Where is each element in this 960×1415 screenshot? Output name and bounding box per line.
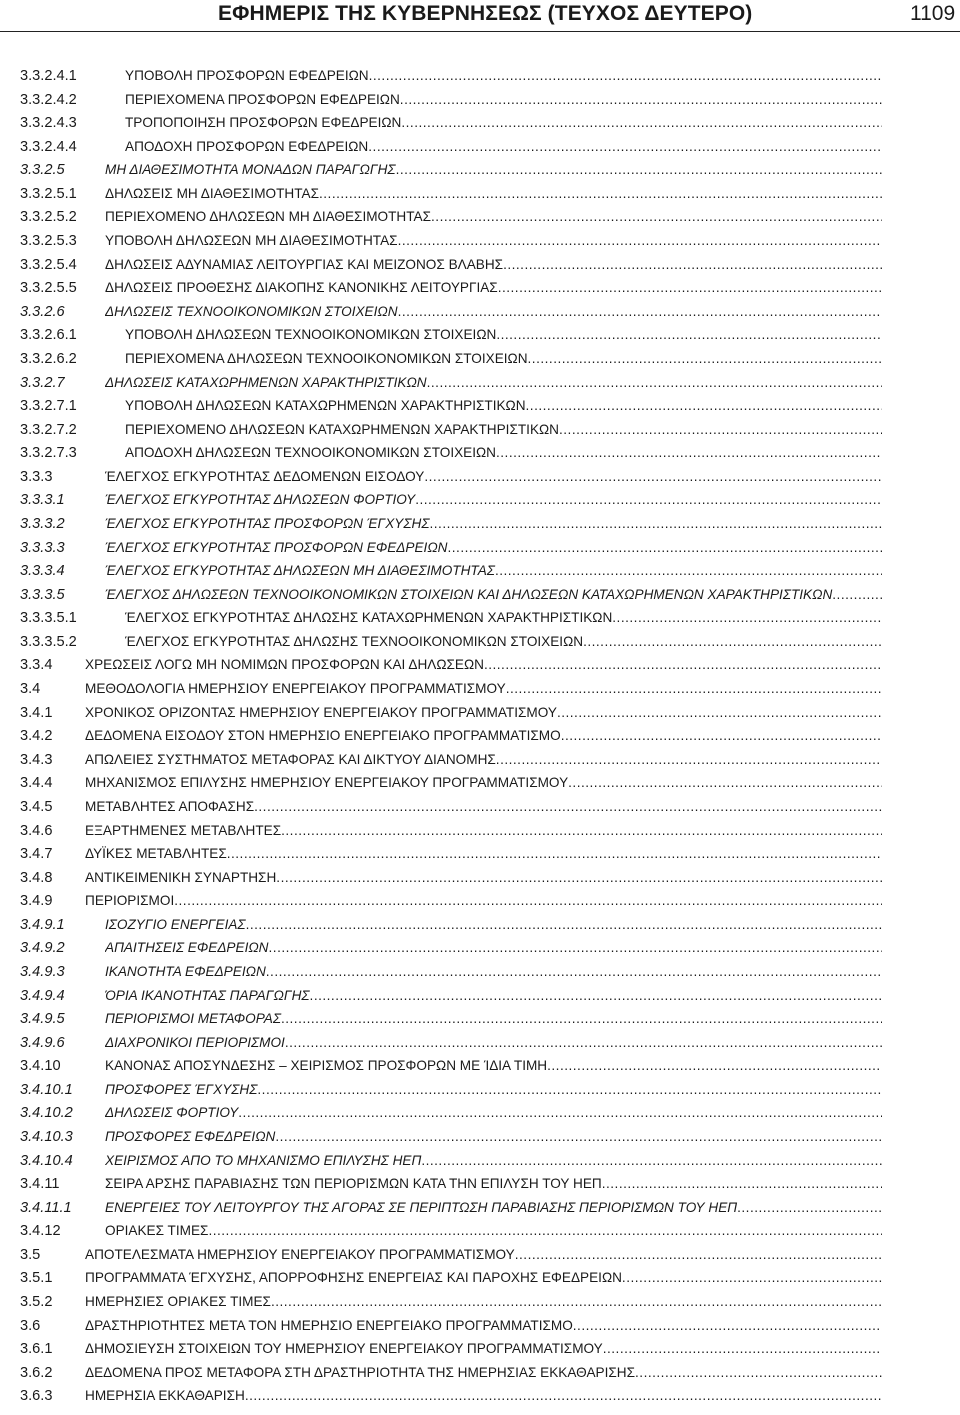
toc-entry-number: 3.4.9.2 <box>20 940 65 957</box>
toc-entry-number: 3.3.2.4.4 <box>20 138 77 155</box>
toc-entry-number: 3.6 <box>20 1317 41 1334</box>
toc-entry-body <box>105 184 882 204</box>
toc-entry-number: 3.3.2.4.1 <box>20 68 77 84</box>
toc-entry-title: ΈΛΕΓΧΟΣ ΕΓΚΥΡΟΤΗΤΑΣ ΔΗΛΩΣΕΩΝ ΜΗ ΔΙΑΘΕΣΙΜΟΤΗΤΑΣ <box>105 563 495 579</box>
toc-entry-body <box>105 561 882 581</box>
toc-entry[interactable] <box>20 373 882 397</box>
toc-entry-number: 3.3.3.1 <box>20 492 65 509</box>
toc-entry[interactable] <box>20 608 882 632</box>
toc-entry-body <box>125 443 882 463</box>
dot-leader <box>431 207 882 227</box>
toc-entry-number: 3.4.12 <box>20 1223 61 1240</box>
toc-entry-title: ΔΗΛΩΣΕΙΣ ΤΕΧΝΟΟΙΚΟΝΟΜΙΚΩΝ ΣΤΟΙΧΕΙΩΝ <box>105 303 398 319</box>
toc-entry-title: ΈΛΕΓΧΟΣ ΕΓΚΥΡΟΤΗΤΑΣ ΔΗΛΩΣΗΣ ΤΕΧΝΟΟΙΚΟΝΟΜΙΚΩΝ ΣΤΟΙΧΕΙΩΝ <box>125 633 584 649</box>
toc-entry-title: ΔΗΜΟΣΙΕΥΣΗ ΣΤΟΙΧΕΙΩΝ ΤΟΥ ΗΜΕΡΗΣΙΟΥ ΕΝΕΡΓΕΙΑΚΟΥ ΠΡΟΓΡΑΜΜΑΤΙΣΜΟΥ <box>85 1341 603 1357</box>
toc-entry-title: ΠΕΡΙΕΧΟΜΕΝΟ ΔΗΛΩΣΕΩΝ ΜΗ ΔΙΑΘΕΣΙΜΟΤΗΤΑΣ <box>105 209 432 225</box>
toc-entry-title: ΙΣΟΖΥΓΙΟ ΕΝΕΡΓΕΙΑΣ <box>105 916 246 932</box>
toc-entry-body <box>105 1151 882 1171</box>
dot-leader <box>238 1103 882 1123</box>
toc-entry-body <box>85 1268 882 1288</box>
toc-entry-body <box>105 1009 882 1029</box>
toc-entry-body <box>85 1363 882 1383</box>
toc-entry-title: ΑΠΟΤΕΛΕΣΜΑΤΑ ΗΜΕΡΗΣΙΟΥ ΕΝΕΡΓΕΙΑΚΟΥ ΠΡΟΓΡΑΜΜΑΤΙΣΜΟΥ <box>85 1246 515 1262</box>
toc-entry-title: ΈΛΕΓΧΟΣ ΕΓΚΥΡΟΤΗΤΑΣ ΔΕΔΟΜΕΝΩΝ ΕΙΣΟΔΟΥ <box>105 468 425 484</box>
dot-leader <box>401 113 882 133</box>
dot-leader <box>603 1339 882 1359</box>
dot-leader <box>319 184 882 204</box>
toc-entry[interactable] <box>20 420 882 444</box>
toc-entry[interactable] <box>20 1339 882 1363</box>
toc-entry[interactable] <box>20 844 882 868</box>
dot-leader <box>526 396 882 416</box>
toc-entry[interactable] <box>20 585 882 609</box>
dot-leader <box>496 750 882 770</box>
toc-entry-body <box>125 66 882 86</box>
dot-leader <box>568 773 882 793</box>
toc-entry-body <box>105 1198 882 1218</box>
dot-leader <box>271 1292 882 1312</box>
dot-leader <box>430 514 883 534</box>
toc-entry[interactable] <box>20 1198 882 1222</box>
toc-entry-title: ΔΗΛΩΣΕΙΣ ΚΑΤΑΧΩΡΗΜΕΝΩΝ ΧΑΡΑΚΤΗΡΙΣΤΙΚΩΝ <box>105 374 427 390</box>
dot-leader <box>208 1221 882 1241</box>
toc-entry[interactable] <box>20 1245 882 1269</box>
page-header <box>0 0 960 30</box>
toc-entry-title: ΠΡΟΣΦΟΡΕΣ ΈΓΧΥΣΗΣ <box>105 1081 258 1097</box>
toc-entry-title: ΑΠΑΙΤΗΣΕΙΣ ΕΦΕΔΡΕΙΩΝ <box>105 940 269 956</box>
toc-entry[interactable] <box>20 302 882 326</box>
toc-entry-title: ΣΕΙΡΑ ΑΡΣΗΣ ΠΑΡΑΒΙΑΣΗΣ ΤΩΝ ΠΕΡΙΟΡΙΣΜΩΝ ΚΑΤΑ ΤΗΝ ΕΠΙΛΥΣΗ ΤΟΥ ΗΕΠ <box>105 1176 602 1192</box>
toc-entry[interactable] <box>20 1080 882 1104</box>
toc-entry-body <box>105 160 882 180</box>
toc-entry[interactable] <box>20 443 882 467</box>
toc-entry[interactable] <box>20 349 882 373</box>
toc-entry-body <box>125 632 882 652</box>
toc-entry-number: 3.4 <box>20 681 41 698</box>
toc-entry[interactable] <box>20 113 882 137</box>
toc-entry-body <box>85 726 882 746</box>
toc-entry-body <box>125 420 882 440</box>
toc-entry-number: 3.3.3.5.1 <box>20 610 77 627</box>
toc-entry-number: 3.5 <box>20 1246 41 1263</box>
header-divider <box>0 31 960 32</box>
toc-entry[interactable] <box>20 1363 882 1387</box>
toc-entry-title: ΔΕΔΟΜΕΝΑ ΠΡΟΣ ΜΕΤΑΦΟΡΑ ΣΤΗ ΔΡΑΣΤΗΡΙΟΤΗΤΑ ΤΗΣ ΗΜΕΡΗΣΙΑΣ ΕΚΚΑΘΑΡΙΣΗΣ <box>85 1364 636 1380</box>
toc-entry-title: ΌΡΙΑ ΙΚΑΝΟΤΗΤΑΣ ΠΑΡΑΓΩΓΗΣ <box>105 987 310 1003</box>
toc-entry-title: ΚΑΝΟΝΑΣ ΑΠΟΣΥΝΔΕΣΗΣ – ΧΕΙΡΙΣΜΟΣ ΠΡΟΣΦΟΡΩΝ ΜΕ ΊΔΙΑ ΤΙΜΗ <box>105 1058 548 1074</box>
toc-entry-number: 3.4.2 <box>20 728 53 745</box>
toc-entry[interactable] <box>20 915 882 939</box>
toc-entry-body <box>105 986 882 1006</box>
toc-entry-body <box>105 1056 882 1076</box>
toc-entry-number: 3.3.3.2 <box>20 515 65 532</box>
toc-entry[interactable] <box>20 467 882 491</box>
toc-entry-title: ΈΛΕΓΧΟΣ ΕΓΚΥΡΟΤΗΤΑΣ ΠΡΟΣΦΟΡΩΝ ΈΓΧΥΣΗΣ <box>105 515 430 531</box>
dot-leader <box>254 797 882 817</box>
toc-entry[interactable] <box>20 891 882 915</box>
toc-entry[interactable] <box>20 325 882 349</box>
toc-entry-title: ΔΗΛΩΣΕΙΣ ΦΟΡΤΙΟΥ <box>105 1105 239 1121</box>
toc-entry-number: 3.3.2.5.3 <box>20 233 77 250</box>
toc-entry-title: ΜΕΤΑΒΛΗΤΕΣ ΑΠΟΦΑΣΗΣ <box>85 798 255 814</box>
toc-entry-number: 3.3.3.3 <box>20 539 65 556</box>
toc-entry[interactable] <box>20 278 882 302</box>
dot-leader <box>281 821 882 841</box>
toc-entry-body <box>85 655 882 675</box>
toc-entry-body <box>125 137 882 157</box>
toc-entry-body <box>105 255 882 275</box>
toc-entry-title: ΧΡΕΩΣΕΙΣ ΛΟΓΩ ΜΗ ΝΟΜΙΜΩΝ ΠΡΟΣΦΟΡΩΝ ΚΑΙ ΔΗΛΩΣΕΩΝ <box>85 657 484 673</box>
dot-leader <box>415 490 882 510</box>
toc-entry-number: 3.3.2.6 <box>20 303 65 320</box>
dot-leader <box>737 1198 882 1218</box>
toc-entry-body <box>105 1174 882 1194</box>
dot-leader <box>622 1268 882 1288</box>
toc-entry-title: ΟΡΙΑΚΕΣ ΤΙΜΕΣ <box>105 1223 209 1239</box>
toc-entry[interactable] <box>20 962 882 986</box>
toc-entry-number: 3.4.5 <box>20 798 53 815</box>
dot-leader <box>421 1151 882 1171</box>
dot-leader <box>285 1033 882 1053</box>
dot-leader <box>396 160 882 180</box>
toc-entry[interactable] <box>20 538 882 562</box>
toc-entry-body <box>85 797 882 817</box>
toc-entry-number: 3.4.10 <box>20 1058 61 1075</box>
toc-entry[interactable] <box>20 938 882 962</box>
toc-entry-body <box>105 1221 882 1241</box>
toc-entry-body <box>85 679 882 699</box>
toc-entry[interactable] <box>20 1127 882 1151</box>
dot-leader <box>495 561 882 581</box>
toc-entry-title: ΥΠΟΒΟΛΗ ΔΗΛΩΣΕΩΝ ΜΗ ΔΙΑΘΕΣΙΜΟΤΗΤΑΣ <box>105 233 398 249</box>
toc-entry-title: ΜΕΘΟΔΟΛΟΓΙΑ ΗΜΕΡΗΣΙΟΥ ΕΝΕΡΓΕΙΑΚΟΥ ΠΡΟΓΡΑΜΜΑΤΙΣΜΟΥ <box>85 681 506 697</box>
toc-entry-number: 3.4.9.6 <box>20 1034 65 1051</box>
toc-entry-body <box>105 938 882 958</box>
toc-entry-title: ΠΕΡΙΟΡΙΣΜΟΙ ΜΕΤΑΦΟΡΑΣ <box>105 1011 281 1027</box>
dot-leader <box>398 231 882 251</box>
dot-leader <box>257 1080 882 1100</box>
dot-leader <box>275 1127 882 1147</box>
toc-entry-title: ΠΡΟΣΦΟΡΕΣ ΕΦΕΔΡΕΙΩΝ <box>105 1129 276 1145</box>
toc-entry[interactable] <box>20 750 882 774</box>
dot-leader <box>515 1245 882 1265</box>
toc-entry[interactable] <box>20 797 882 821</box>
toc-entry-number: 3.3.2.7.3 <box>20 445 77 462</box>
toc-entry-number: 3.3.4 <box>20 657 53 674</box>
toc-entry-body <box>85 821 882 841</box>
toc-entry-number: 3.6.2 <box>20 1364 53 1381</box>
toc-entry-title: ΧΕΙΡΙΣΜΟΣ ΑΠΟ ΤΟ ΜΗΧΑΝΙΣΜΟ ΕΠΙΛΥΣΗΣ ΗΕΠ <box>105 1152 422 1168</box>
toc-entry[interactable] <box>20 679 882 703</box>
toc-entry-number: 3.4.3 <box>20 751 53 768</box>
dot-leader <box>424 467 882 487</box>
toc-entry-title: ΑΠΟΔΟΧΗ ΠΡΟΣΦΟΡΩΝ ΕΦΕΔΡΕΙΩΝ <box>125 138 369 154</box>
toc-entry-number: 3.4.4 <box>20 775 53 792</box>
toc-entry-number: 3.6.3 <box>20 1388 53 1405</box>
toc-entry-number: 3.3.2.4.2 <box>20 91 77 108</box>
toc-entry[interactable] <box>20 514 882 538</box>
toc-entry[interactable] <box>20 1103 882 1127</box>
toc-entry-body <box>105 585 882 605</box>
toc-entry[interactable] <box>20 255 882 279</box>
toc-entry-number: 3.4.9 <box>20 893 53 910</box>
toc-entry-body <box>125 325 882 345</box>
toc-entry[interactable] <box>20 1386 882 1410</box>
toc-entry-title: ΠΕΡΙΕΧΟΜΕΝΟ ΔΗΛΩΣΕΩΝ ΚΑΤΑΧΩΡΗΜΕΝΩΝ ΧΑΡΑΚΤΗΡΙΣΤΙΚΩΝ <box>125 421 559 437</box>
toc-entry-title: ΔΗΛΩΣΕΙΣ ΜΗ ΔΙΑΘΕΣΙΜΟΤΗΤΑΣ <box>105 185 319 201</box>
toc-entry-title: ΧΡΟΝΙΚΟΣ ΟΡΙΖΟΝΤΑΣ ΗΜΕΡΗΣΙΟΥ ΕΝΕΡΓΕΙΑΚΟΥ ΠΡΟΓΡΑΜΜΑΤΙΣΜΟΥ <box>85 704 557 720</box>
toc-entry-number: 3.3.2.6.1 <box>20 327 77 344</box>
dot-leader <box>447 538 882 558</box>
toc-entry[interactable] <box>20 868 882 892</box>
dot-leader <box>506 679 882 699</box>
toc-entry-number: 3.3.2.7.2 <box>20 421 77 438</box>
toc-entry-body <box>105 207 882 227</box>
toc-entry[interactable] <box>20 703 882 727</box>
dot-leader <box>484 655 882 675</box>
toc-entry[interactable] <box>20 1151 882 1175</box>
page-number: 1109 <box>910 2 956 25</box>
toc-entry-number: 3.5.1 <box>20 1270 53 1287</box>
toc-entry-body <box>105 915 882 935</box>
dot-leader <box>281 1009 882 1029</box>
toc-entry-body <box>125 349 882 369</box>
toc-entry-number: 3.3.3 <box>20 468 53 485</box>
toc-entry-title: ΠΕΡΙΟΡΙΣΜΟΙ <box>85 893 175 909</box>
toc-entry-body <box>85 703 882 723</box>
dot-leader <box>583 632 882 652</box>
toc-entry-number: 3.3.3.4 <box>20 563 65 580</box>
toc-entry-title: ΔΥΪΚΕΣ ΜΕΤΑΒΛΗΤΕΣ <box>85 846 227 862</box>
toc-entry-body <box>105 1033 882 1053</box>
toc-entry-number: 3.4.10.4 <box>20 1152 73 1169</box>
dot-leader <box>557 703 882 723</box>
dot-leader <box>635 1363 882 1383</box>
toc-entry-title: ΤΡΟΠΟΠΟΙΗΣΗ ΠΡΟΣΦΟΡΩΝ ΕΦΕΔΡΕΙΩΝ <box>125 115 402 131</box>
toc-entry-number: 3.4.8 <box>20 869 53 886</box>
toc-entry[interactable] <box>20 137 882 161</box>
toc-entry[interactable] <box>20 726 882 750</box>
toc-entry-number: 3.4.9.4 <box>20 987 65 1004</box>
toc-entry-title: ΔΗΛΩΣΕΙΣ ΑΔΥΝΑΜΙΑΣ ΛΕΙΤΟΥΡΓΙΑΣ ΚΑΙ ΜΕΙΖΟΝΟΣ ΒΛΑΒΗΣ <box>105 256 504 272</box>
dot-leader <box>559 420 882 440</box>
toc-entry[interactable] <box>20 1292 882 1316</box>
toc-entry-body <box>105 1080 882 1100</box>
toc-entry-number: 3.3.2.7 <box>20 374 65 391</box>
toc-entry[interactable] <box>20 821 882 845</box>
toc-entry-number: 3.4.10.1 <box>20 1081 73 1098</box>
toc-entry-number: 3.4.9.5 <box>20 1011 65 1028</box>
dot-leader <box>245 1386 882 1406</box>
toc-entry[interactable] <box>20 1056 882 1080</box>
dot-leader <box>528 349 882 369</box>
toc-entry-title: ΔΡΑΣΤΗΡΙΟΤΗΤΕΣ ΜΕΤΑ ΤΟΝ ΗΜΕΡΗΣΙΟ ΕΝΕΡΓΕΙΑΚΟ ΠΡΟΓΡΑΜΜΑΤΙΣΜΟ <box>85 1317 573 1333</box>
toc-entry-number: 3.4.7 <box>20 846 53 863</box>
dot-leader <box>498 278 882 298</box>
toc-entry-title: ΗΜΕΡΗΣΙΑ ΕΚΚΑΘΑΡΙΣΗ <box>85 1388 245 1404</box>
toc-entry[interactable] <box>20 1174 882 1198</box>
dot-leader <box>276 868 882 888</box>
toc-entry-body <box>125 396 882 416</box>
dot-leader <box>369 66 882 86</box>
toc-entry-title: ΈΛΕΓΧΟΣ ΕΓΚΥΡΟΤΗΤΑΣ ΠΡΟΣΦΟΡΩΝ ΕΦΕΔΡΕΙΩΝ <box>105 539 448 555</box>
toc-entry[interactable] <box>20 655 882 679</box>
toc-entry[interactable] <box>20 632 882 656</box>
toc-entry-number: 3.3.2.5.1 <box>20 185 77 202</box>
toc-entry-body <box>85 773 882 793</box>
toc-entry[interactable] <box>20 773 882 797</box>
toc-entry-number: 3.4.6 <box>20 822 53 839</box>
dot-leader <box>368 137 882 157</box>
toc-entry-number: 3.3.2.5 <box>20 162 65 179</box>
toc-entry-title: ΔΗΛΩΣΕΙΣ ΠΡΟΘΕΣΗΣ ΔΙΑΚΟΠΗΣ ΚΑΝΟΝΙΚΗΣ ΛΕΙΤΟΥΡΓΙΑΣ <box>105 280 498 296</box>
toc-entry-body <box>85 1339 882 1359</box>
toc-entry-number: 3.3.2.4.3 <box>20 115 77 132</box>
toc-entry-title: ΈΛΕΓΧΟΣ ΕΓΚΥΡΟΤΗΤΑΣ ΔΗΛΩΣΕΩΝ ΦΟΡΤΙΟΥ <box>105 492 416 508</box>
toc-entry-body <box>105 1103 882 1123</box>
toc-entry-body <box>105 278 882 298</box>
dot-leader <box>398 302 882 322</box>
toc-entry-body <box>105 962 882 982</box>
toc-entry-body <box>125 90 882 110</box>
toc-entry-body <box>85 891 882 911</box>
toc-entry-title: ΥΠΟΒΟΛΗ ΔΗΛΩΣΕΩΝ ΤΕΧΝΟΟΙΚΟΝΟΜΙΚΩΝ ΣΤΟΙΧΕΙΩΝ <box>125 327 497 343</box>
toc-entry-number: 3.3.2.5.4 <box>20 256 77 273</box>
toc-entry-title: ΕΝΕΡΓΕΙΕΣ ΤΟΥ ΛΕΙΤΟΥΡΓΟΥ ΤΗΣ ΑΓΟΡΑΣ ΣΕ ΠΕΡΙΠΤΩΣΗ ΠΑΡΑΒΙΑΣΗΣ ΠΕΡΙΟΡΙΣΜΩΝ ΤΟΥ ΗΕΠ <box>105 1199 738 1215</box>
toc-entry-body <box>105 538 882 558</box>
toc-entry-number: 3.3.3.5 <box>20 586 65 603</box>
toc-entry-body <box>125 608 882 628</box>
toc-entry[interactable] <box>20 986 882 1010</box>
toc-entry-number: 3.6.1 <box>20 1341 53 1358</box>
dot-leader <box>246 915 882 935</box>
dot-leader <box>227 844 882 864</box>
toc-entry-body <box>105 514 882 534</box>
toc-entry-title: ΜΗΧΑΝΙΣΜΟΣ ΕΠΙΛΥΣΗΣ ΗΜΕΡΗΣΙΟΥ ΕΝΕΡΓΕΙΑΚΟΥ ΠΡΟΓΡΑΜΜΑΤΙΣΜΟΥ <box>85 775 569 791</box>
dot-leader <box>503 255 882 275</box>
toc-entry[interactable] <box>20 90 882 114</box>
dot-leader <box>602 1174 882 1194</box>
toc-entry-title: ΠΡΟΓΡΑΜΜΑΤΑ ΈΓΧΥΣΗΣ, ΑΠΟΡΡΟΦΗΣΗΣ ΕΝΕΡΓΕΙΑΣ ΚΑΙ ΠΑΡΟΧΗΣ ΕΦΕΔΡΕΙΩΝ <box>85 1270 622 1286</box>
toc-entry-title: ΑΠΩΛΕΙΕΣ ΣΥΣΤΗΜΑΤΟΣ ΜΕΤΑΦΟΡΑΣ ΚΑΙ ΔΙΚΤΥΟΥ ΔΙΑΝΟΜΗΣ <box>85 751 496 767</box>
dot-leader <box>832 585 882 605</box>
toc-entry-number: 3.3.2.5.2 <box>20 209 77 226</box>
toc-entry-title: ΑΝΤΙΚΕΙΜΕΝΙΚΗ ΣΥΝΑΡΤΗΣΗ <box>85 869 277 885</box>
dot-leader <box>496 443 882 463</box>
dot-leader <box>400 90 882 110</box>
toc-entry-body <box>85 1245 882 1265</box>
toc-entry-title: ΕΞΑΡΤΗΜΕΝΕΣ ΜΕΤΑΒΛΗΤΕΣ <box>85 822 282 838</box>
toc-entry[interactable] <box>20 207 882 231</box>
toc-entry-number: 3.4.1 <box>20 704 53 721</box>
toc-entry-body <box>125 113 882 133</box>
dot-leader <box>266 962 882 982</box>
toc-entry-body <box>85 1316 882 1336</box>
dot-leader <box>174 891 882 911</box>
toc-entry[interactable] <box>20 160 882 184</box>
toc-entry[interactable] <box>20 1009 882 1033</box>
dot-leader <box>547 1056 882 1076</box>
toc-entry-title: ΜΗ ΔΙΑΘΕΣΙΜΟΤΗΤΑ ΜΟΝΑΔΩΝ ΠΑΡΑΓΩΓΗΣ <box>105 162 396 178</box>
dot-leader <box>310 986 882 1006</box>
toc-entry-number: 3.4.11 <box>20 1176 60 1193</box>
dot-leader <box>561 726 882 746</box>
dot-leader <box>496 325 882 345</box>
toc-entry-title: ΔΙΑΧΡΟΝΙΚΟΙ ΠΕΡΙΟΡΙΣΜΟΙ <box>105 1034 285 1050</box>
dot-leader <box>612 608 882 628</box>
toc-entry[interactable] <box>20 396 882 420</box>
toc-entry-number: 3.3.2.5.5 <box>20 280 77 297</box>
toc-entry-number: 3.4.9.3 <box>20 963 65 980</box>
toc-entry[interactable] <box>20 1268 882 1292</box>
toc-entry[interactable] <box>20 66 882 90</box>
toc-entry-body <box>105 231 882 251</box>
toc-entry-body <box>85 1386 882 1406</box>
toc-entry-body <box>105 1127 882 1147</box>
toc-entry-number: 3.3.2.7.1 <box>20 398 77 415</box>
table-of-contents <box>20 66 882 1410</box>
toc-entry-title: ΥΠΟΒΟΛΗ ΠΡΟΣΦΟΡΩΝ ΕΦΕΔΡΕΙΩΝ <box>125 68 369 83</box>
toc-entry[interactable] <box>20 1316 882 1340</box>
dot-leader <box>573 1316 882 1336</box>
toc-entry-title: ΠΕΡΙΕΧΟΜΕΝΑ ΔΗΛΩΣΕΩΝ ΤΕΧΝΟΟΙΚΟΝΟΜΙΚΩΝ ΣΤΟΙΧΕΙΩΝ <box>125 350 528 366</box>
toc-entry-title: ΠΕΡΙΕΧΟΜΕΝΑ ΠΡΟΣΦΟΡΩΝ ΕΦΕΔΡΕΙΩΝ <box>125 91 400 107</box>
toc-entry-number: 3.4.10.3 <box>20 1129 73 1146</box>
toc-entry[interactable] <box>20 490 882 514</box>
toc-entry-title: ΙΚΑΝΟΤΗΤΑ ΕΦΕΔΡΕΙΩΝ <box>105 963 266 979</box>
toc-entry[interactable] <box>20 1033 882 1057</box>
toc-entry-title: ΥΠΟΒΟΛΗ ΔΗΛΩΣΕΩΝ ΚΑΤΑΧΩΡΗΜΕΝΩΝ ΧΑΡΑΚΤΗΡΙΣΤΙΚΩΝ <box>125 398 526 414</box>
toc-entry[interactable] <box>20 184 882 208</box>
dot-leader <box>427 373 882 393</box>
toc-entry-number: 3.4.11.1 <box>20 1199 72 1216</box>
toc-entry-number: 3.4.9.1 <box>20 916 65 933</box>
toc-entry-body <box>85 868 882 888</box>
toc-entry-title: ΑΠΟΔΟΧΗ ΔΗΛΩΣΕΩΝ ΤΕΧΝΟΟΙΚΟΝΟΜΙΚΩΝ ΣΤΟΙΧΕΙΩΝ <box>125 445 496 461</box>
toc-entry-title: ΗΜΕΡΗΣΙΕΣ ΟΡΙΑΚΕΣ ΤΙΜΕΣ <box>85 1294 271 1310</box>
toc-entry-body <box>105 373 882 393</box>
toc-entry-title: ΈΛΕΓΧΟΣ ΔΗΛΩΣΕΩΝ ΤΕΧΝΟΟΙΚΟΝΟΜΙΚΩΝ ΣΤΟΙΧΕΙΩΝ ΚΑΙ ΔΗΛΩΣΕΩΝ ΚΑΤΑΧΩΡΗΜΕΝΩΝ ΧΑΡΑΚΤΗΡΙΣΤΙΚΩΝ <box>105 586 833 602</box>
toc-entry-number: 3.5.2 <box>20 1294 53 1311</box>
toc-entry[interactable] <box>20 1221 882 1245</box>
toc-entry-body <box>85 844 882 864</box>
toc-entry-body <box>105 467 882 487</box>
toc-entry-body <box>105 302 882 322</box>
toc-entry[interactable] <box>20 231 882 255</box>
toc-entry-title: ΈΛΕΓΧΟΣ ΕΓΚΥΡΟΤΗΤΑΣ ΔΗΛΩΣΗΣ ΚΑΤΑΧΩΡΗΜΕΝΩΝ ΧΑΡΑΚΤΗΡΙΣΤΙΚΩΝ <box>125 610 613 626</box>
toc-entry-title: ΔΕΔΟΜΕΝΑ ΕΙΣΟΔΟΥ ΣΤΟΝ ΗΜΕΡΗΣΙΟ ΕΝΕΡΓΕΙΑΚΟ ΠΡΟΓΡΑΜΜΑΤΙΣΜΟ <box>85 728 561 744</box>
toc-entry-body <box>105 490 882 510</box>
dot-leader <box>269 938 882 958</box>
toc-entry-body <box>85 1292 882 1312</box>
toc-entry[interactable] <box>20 561 882 585</box>
toc-entry-number: 3.3.2.6.2 <box>20 350 77 367</box>
gazette-title: ΕΦΗΜΕΡΙΣ ΤΗΣ ΚΥΒΕΡΝΗΣΕΩΣ (ΤΕΥΧΟΣ ΔΕΥΤΕΡΟ) <box>218 2 753 25</box>
toc-entry-body <box>85 750 882 770</box>
toc-entry-number: 3.4.10.2 <box>20 1105 73 1122</box>
toc-entry-number: 3.3.3.5.2 <box>20 633 77 650</box>
